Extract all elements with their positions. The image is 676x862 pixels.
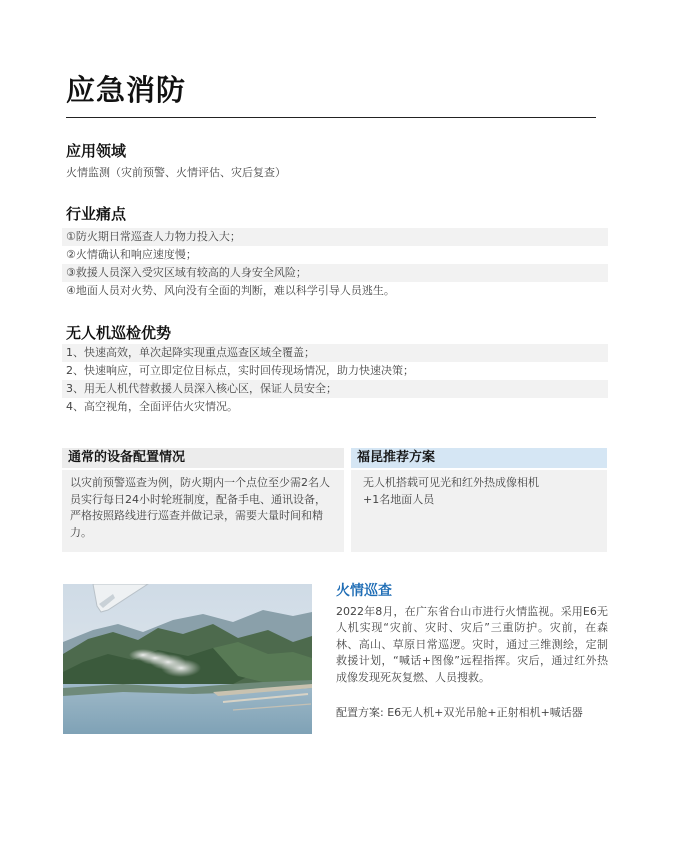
list-item: 4、高空视角，全面评估火灾情况。 [66, 400, 238, 413]
pain-points-list [62, 228, 608, 300]
case-photo [63, 584, 312, 734]
recommended-body [351, 470, 607, 552]
case-title: 火情巡查 [336, 583, 392, 599]
usual-config-body: 以灾前预警巡查为例，防火期内一个点位至少需2名人员实行每日24小时轮班制度，配备手电、通讯设备，严格按照路线进行巡查并做记录，需要大量时间和精力。 [62, 470, 344, 552]
recommended-line: +1名地面人员 [363, 492, 435, 506]
list-item: ④地面人员对火势、风向没有全面的判断，难以科学引导人员逃生。 [66, 284, 395, 297]
usual-config-heading: 通常的设备配置情况 [62, 448, 344, 468]
list-item: 1、快速高效，单次起降实现重点巡查区域全覆盖； [62, 344, 608, 362]
pain-points-heading: 行业痛点 [66, 205, 127, 223]
case-config: 配置方案: E6无人机+双光吊舱+正射相机+喊话器 [336, 706, 583, 719]
application-text: 火情监测（灾前预警、火情评估、灾后复查） [66, 166, 286, 179]
list-item: 3、用无人机代替救援人员深入核心区，保证人员安全； [62, 380, 608, 398]
recommended-heading: 福昆推荐方案 [351, 448, 607, 468]
advantages-list [62, 344, 608, 416]
case-body: 2022年8月，在广东省台山市进行火情监视。采用E6无人机实现“灾前、灾时、灾后”三重防护。灾前，在森林、高山、草原日常巡逻。灾时，通过三维测绘，定制救援计划，“喊话+图像”远程指挥。灾后，通过红外热成像发现死灰复燃、人员搜救。 [336, 605, 608, 684]
advantages-heading: 无人机巡检优势 [66, 324, 172, 342]
page-title: 应急消防 [66, 73, 187, 107]
recommended-line: 无人机搭载可见光和红外热成像相机 [363, 476, 539, 489]
application-heading: 应用领域 [66, 142, 127, 160]
list-item: 2、快速响应，可立即定位目标点，实时回传现场情况，助力快速决策； [66, 364, 414, 377]
list-item: ③救援人员深入受灾区域有较高的人身安全风险； [62, 264, 608, 282]
list-item: ①防火期日常巡查人力物力投入大； [62, 228, 608, 246]
title-divider [66, 117, 596, 118]
list-item: ②火情确认和响应速度慢； [66, 248, 197, 261]
